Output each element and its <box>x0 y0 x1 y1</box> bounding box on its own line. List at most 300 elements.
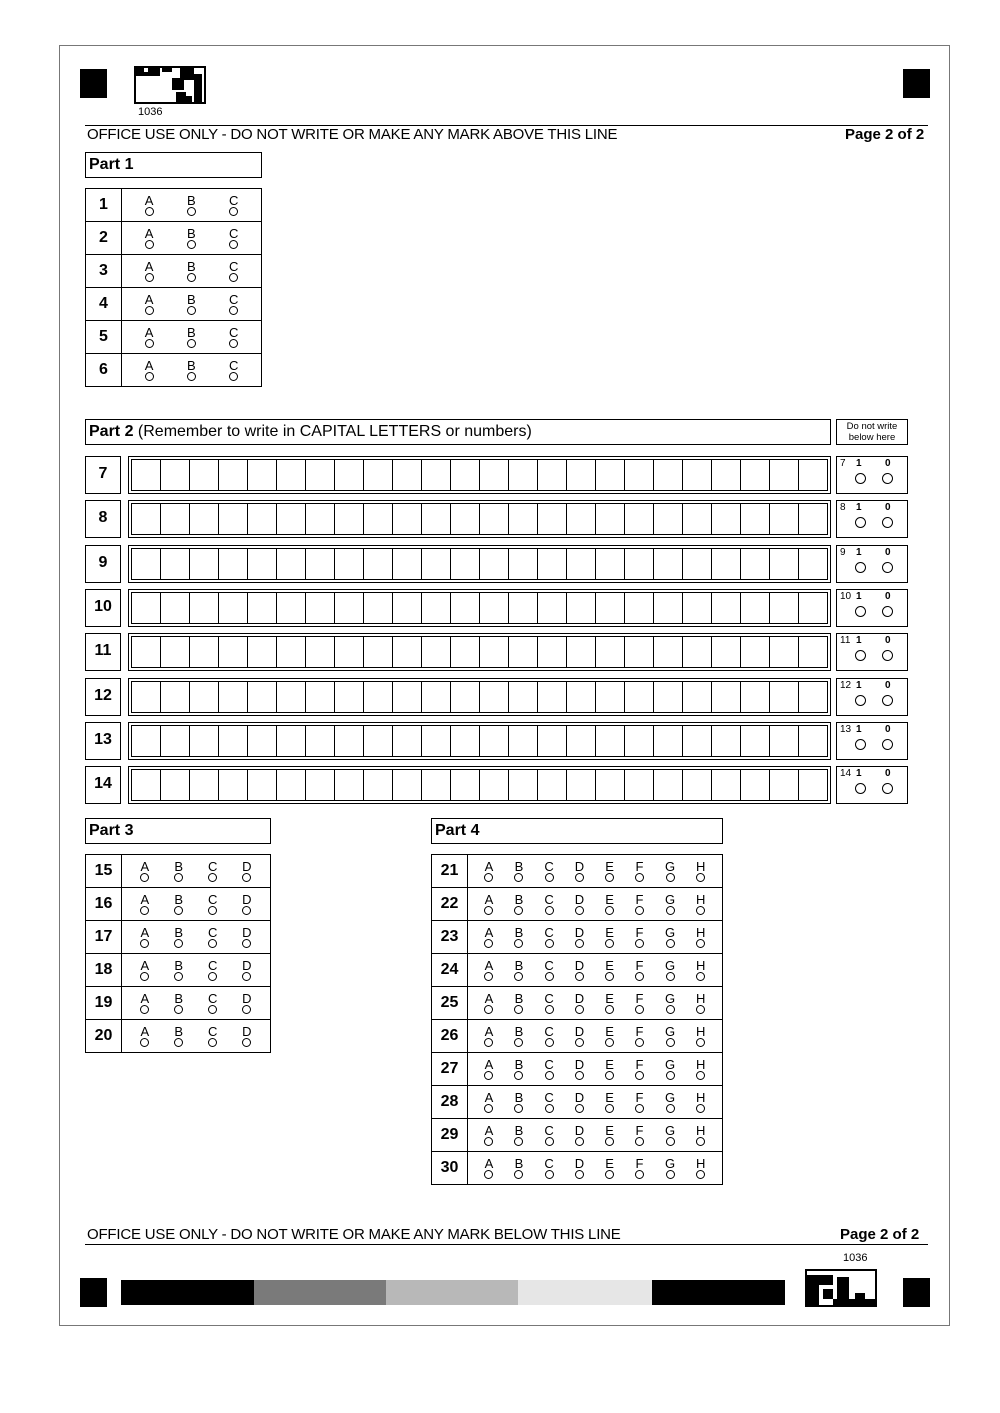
letter-box[interactable] <box>741 548 770 580</box>
option-b[interactable] <box>514 1091 523 1113</box>
option-a[interactable] <box>484 1124 493 1146</box>
option-b[interactable] <box>514 893 523 915</box>
answer-bubble[interactable] <box>635 1071 644 1080</box>
answer-bubble[interactable] <box>545 906 554 915</box>
option-c[interactable] <box>208 893 217 915</box>
answer-bubble[interactable] <box>484 972 493 981</box>
option-d[interactable] <box>242 926 251 948</box>
letter-box[interactable] <box>161 592 190 624</box>
option-c[interactable] <box>544 959 553 981</box>
letter-box[interactable] <box>364 548 393 580</box>
option-g[interactable] <box>665 992 675 1014</box>
letter-box[interactable] <box>364 681 393 713</box>
answer-bubble[interactable] <box>514 1071 523 1080</box>
option-c[interactable] <box>544 893 553 915</box>
letter-box[interactable] <box>625 503 654 535</box>
option-d[interactable] <box>575 1025 584 1047</box>
letter-box[interactable] <box>741 592 770 624</box>
answer-bubble[interactable] <box>208 1038 217 1047</box>
option-a[interactable] <box>145 227 154 249</box>
letter-box[interactable] <box>770 459 799 491</box>
option-c[interactable] <box>208 992 217 1014</box>
answer-bubble[interactable] <box>484 939 493 948</box>
letter-box[interactable] <box>277 592 306 624</box>
answer-bubble[interactable] <box>545 1137 554 1146</box>
option-c[interactable] <box>229 359 238 381</box>
answer-bubble[interactable] <box>635 1104 644 1113</box>
option-g[interactable] <box>665 893 675 915</box>
option-a[interactable] <box>140 1025 149 1047</box>
letter-box[interactable] <box>480 548 509 580</box>
answer-bubble[interactable] <box>174 939 183 948</box>
letter-box[interactable] <box>654 681 683 713</box>
answer-bubble[interactable] <box>187 339 196 348</box>
answer-bubble[interactable] <box>174 873 183 882</box>
option-h[interactable] <box>696 926 705 948</box>
option-h[interactable] <box>696 1025 705 1047</box>
letter-box[interactable] <box>306 725 335 757</box>
letter-box[interactable] <box>277 769 306 801</box>
option-c[interactable] <box>544 992 553 1014</box>
option-g[interactable] <box>665 1025 675 1047</box>
answer-bubble[interactable] <box>575 906 584 915</box>
option-c[interactable] <box>229 326 238 348</box>
answer-bubble[interactable] <box>635 873 644 882</box>
option-a[interactable] <box>140 959 149 981</box>
answer-bubble[interactable] <box>242 1005 251 1014</box>
letter-box[interactable] <box>625 681 654 713</box>
letter-box[interactable] <box>538 548 567 580</box>
letter-box[interactable] <box>393 636 422 668</box>
option-d[interactable] <box>575 992 584 1014</box>
answer-bubble[interactable] <box>605 1038 614 1047</box>
option-e[interactable] <box>605 959 614 981</box>
option-b[interactable] <box>187 293 196 315</box>
letter-box[interactable] <box>219 725 248 757</box>
letter-box[interactable] <box>770 592 799 624</box>
letter-box[interactable] <box>306 592 335 624</box>
option-c[interactable] <box>544 926 553 948</box>
answer-bubble[interactable] <box>666 939 675 948</box>
letter-box[interactable] <box>248 636 277 668</box>
letter-box[interactable] <box>596 769 625 801</box>
option-d[interactable] <box>575 893 584 915</box>
answer-bubble[interactable] <box>666 1005 675 1014</box>
answer-bubble[interactable] <box>666 1071 675 1080</box>
answer-bubble[interactable] <box>575 1038 584 1047</box>
answer-bubble[interactable] <box>242 1038 251 1047</box>
letter-box[interactable] <box>248 459 277 491</box>
option-h[interactable] <box>696 893 705 915</box>
letter-box[interactable] <box>161 459 190 491</box>
letter-box[interactable] <box>741 681 770 713</box>
letter-box[interactable] <box>712 725 741 757</box>
answer-bubble[interactable] <box>208 972 217 981</box>
option-b[interactable] <box>187 326 196 348</box>
answer-bubble[interactable] <box>514 873 523 882</box>
letter-box[interactable] <box>741 503 770 535</box>
option-h[interactable] <box>696 992 705 1014</box>
letter-box[interactable] <box>422 503 451 535</box>
option-e[interactable] <box>605 860 614 882</box>
letter-box[interactable] <box>306 681 335 713</box>
letter-box[interactable] <box>625 769 654 801</box>
answer-bubble[interactable] <box>229 339 238 348</box>
option-b[interactable] <box>514 926 523 948</box>
letter-box[interactable] <box>654 636 683 668</box>
answer-bubble[interactable] <box>187 306 196 315</box>
answer-bubble[interactable] <box>575 1071 584 1080</box>
answer-bubble[interactable] <box>696 873 705 882</box>
option-g[interactable] <box>665 1058 675 1080</box>
letter-box[interactable] <box>625 459 654 491</box>
answer-bubble[interactable] <box>635 1170 644 1179</box>
option-f[interactable] <box>635 1025 644 1047</box>
letter-box[interactable] <box>509 769 538 801</box>
answer-bubble[interactable] <box>229 207 238 216</box>
option-e[interactable] <box>605 893 614 915</box>
answer-bubble[interactable] <box>545 1071 554 1080</box>
answer-bubble[interactable] <box>605 1170 614 1179</box>
letter-box[interactable] <box>451 636 480 668</box>
letter-box[interactable] <box>625 592 654 624</box>
letter-box[interactable] <box>509 592 538 624</box>
letter-box[interactable] <box>393 503 422 535</box>
letter-box[interactable] <box>131 769 161 801</box>
option-c[interactable] <box>544 1058 553 1080</box>
letter-box[interactable] <box>567 681 596 713</box>
letter-box[interactable] <box>161 636 190 668</box>
letter-box[interactable] <box>654 503 683 535</box>
letter-box[interactable] <box>654 592 683 624</box>
letter-box[interactable] <box>799 503 828 535</box>
option-f[interactable] <box>635 893 644 915</box>
option-g[interactable] <box>665 959 675 981</box>
option-a[interactable] <box>145 359 154 381</box>
letter-box[interactable] <box>799 725 828 757</box>
letter-box[interactable] <box>277 548 306 580</box>
option-c[interactable] <box>544 1157 553 1179</box>
answer-bubble[interactable] <box>545 873 554 882</box>
letter-box[interactable] <box>770 503 799 535</box>
option-b[interactable] <box>514 1124 523 1146</box>
letter-box[interactable] <box>335 636 364 668</box>
letter-box[interactable] <box>422 769 451 801</box>
letter-box[interactable] <box>596 548 625 580</box>
answer-bubble[interactable] <box>242 939 251 948</box>
option-b[interactable] <box>174 992 183 1014</box>
letter-box[interactable] <box>393 548 422 580</box>
option-d[interactable] <box>242 992 251 1014</box>
letter-box[interactable] <box>799 681 828 713</box>
answer-bubble[interactable] <box>187 372 196 381</box>
letter-box[interactable] <box>538 636 567 668</box>
answer-bubble[interactable] <box>605 906 614 915</box>
option-a[interactable] <box>145 326 154 348</box>
letter-box[interactable] <box>364 459 393 491</box>
letter-box[interactable] <box>567 459 596 491</box>
letter-box[interactable] <box>509 725 538 757</box>
answer-bubble[interactable] <box>140 972 149 981</box>
option-e[interactable] <box>605 1157 614 1179</box>
answer-bubble[interactable] <box>140 873 149 882</box>
option-a[interactable] <box>140 860 149 882</box>
answer-bubble[interactable] <box>187 273 196 282</box>
option-a[interactable] <box>484 992 493 1014</box>
letter-box[interactable] <box>306 459 335 491</box>
letter-box[interactable] <box>190 592 219 624</box>
answer-bubble[interactable] <box>484 1104 493 1113</box>
option-f[interactable] <box>635 860 644 882</box>
option-a[interactable] <box>140 893 149 915</box>
letter-box[interactable] <box>683 548 712 580</box>
option-a[interactable] <box>140 926 149 948</box>
letter-box[interactable] <box>248 503 277 535</box>
letter-box[interactable] <box>741 725 770 757</box>
letter-box[interactable] <box>683 592 712 624</box>
option-d[interactable] <box>575 1124 584 1146</box>
letter-box[interactable] <box>161 769 190 801</box>
letter-box[interactable] <box>625 636 654 668</box>
letter-box[interactable] <box>422 592 451 624</box>
option-a[interactable] <box>484 1025 493 1047</box>
answer-bubble[interactable] <box>229 306 238 315</box>
answer-bubble[interactable] <box>484 1137 493 1146</box>
letter-box[interactable] <box>248 725 277 757</box>
letter-box[interactable] <box>799 636 828 668</box>
answer-bubble[interactable] <box>484 1170 493 1179</box>
letter-box[interactable] <box>393 459 422 491</box>
answer-bubble[interactable] <box>666 873 675 882</box>
letter-box[interactable] <box>422 725 451 757</box>
answer-bubble[interactable] <box>229 372 238 381</box>
option-c[interactable] <box>544 1091 553 1113</box>
letter-box[interactable] <box>131 681 161 713</box>
option-d[interactable] <box>575 1058 584 1080</box>
option-e[interactable] <box>605 1124 614 1146</box>
answer-bubble[interactable] <box>514 972 523 981</box>
option-d[interactable] <box>242 1025 251 1047</box>
answer-bubble[interactable] <box>145 339 154 348</box>
option-c[interactable] <box>229 293 238 315</box>
answer-bubble[interactable] <box>575 1005 584 1014</box>
answer-bubble[interactable] <box>635 939 644 948</box>
letter-box[interactable] <box>712 592 741 624</box>
answer-bubble[interactable] <box>229 240 238 249</box>
letter-box[interactable] <box>219 769 248 801</box>
letter-box[interactable] <box>712 769 741 801</box>
option-b[interactable] <box>187 194 196 216</box>
option-c[interactable] <box>229 260 238 282</box>
letter-box[interactable] <box>161 548 190 580</box>
letter-box[interactable] <box>596 503 625 535</box>
option-c[interactable] <box>544 1025 553 1047</box>
option-b[interactable] <box>174 1025 183 1047</box>
letter-box[interactable] <box>131 503 161 535</box>
option-d[interactable] <box>575 1157 584 1179</box>
letter-box[interactable] <box>480 459 509 491</box>
option-c[interactable] <box>208 1025 217 1047</box>
letter-box[interactable] <box>538 503 567 535</box>
letter-box[interactable] <box>277 459 306 491</box>
letter-box[interactable] <box>567 592 596 624</box>
option-c[interactable] <box>544 860 553 882</box>
option-c[interactable] <box>229 227 238 249</box>
answer-bubble[interactable] <box>545 939 554 948</box>
option-a[interactable] <box>145 260 154 282</box>
answer-bubble[interactable] <box>696 906 705 915</box>
answer-bubble[interactable] <box>605 1104 614 1113</box>
option-a[interactable] <box>484 959 493 981</box>
answer-bubble[interactable] <box>696 1104 705 1113</box>
answer-bubble[interactable] <box>514 906 523 915</box>
option-a[interactable] <box>484 860 493 882</box>
answer-bubble[interactable] <box>635 972 644 981</box>
letter-box[interactable] <box>306 636 335 668</box>
answer-bubble[interactable] <box>666 972 675 981</box>
letter-box[interactable] <box>131 592 161 624</box>
answer-bubble[interactable] <box>242 873 251 882</box>
answer-bubble[interactable] <box>140 1005 149 1014</box>
answer-bubble[interactable] <box>174 1038 183 1047</box>
option-d[interactable] <box>242 959 251 981</box>
letter-box[interactable] <box>712 459 741 491</box>
answer-bubble[interactable] <box>242 906 251 915</box>
letter-box[interactable] <box>190 459 219 491</box>
letter-box[interactable] <box>131 548 161 580</box>
letter-box[interactable] <box>335 459 364 491</box>
answer-bubble[interactable] <box>666 1104 675 1113</box>
letter-box[interactable] <box>248 769 277 801</box>
letter-box[interactable] <box>422 681 451 713</box>
option-h[interactable] <box>696 1124 705 1146</box>
answer-bubble[interactable] <box>208 1005 217 1014</box>
answer-bubble[interactable] <box>575 873 584 882</box>
letter-box[interactable] <box>335 725 364 757</box>
answer-bubble[interactable] <box>605 873 614 882</box>
letter-box[interactable] <box>131 636 161 668</box>
option-e[interactable] <box>605 1025 614 1047</box>
letter-box[interactable] <box>335 503 364 535</box>
answer-bubble[interactable] <box>140 906 149 915</box>
letter-box[interactable] <box>393 681 422 713</box>
letter-box[interactable] <box>654 459 683 491</box>
answer-bubble[interactable] <box>514 1104 523 1113</box>
letter-box[interactable] <box>596 681 625 713</box>
option-f[interactable] <box>635 992 644 1014</box>
option-g[interactable] <box>665 926 675 948</box>
letter-box[interactable] <box>335 681 364 713</box>
letter-box[interactable] <box>480 503 509 535</box>
answer-bubble[interactable] <box>696 939 705 948</box>
option-a[interactable] <box>484 1157 493 1179</box>
letter-box[interactable] <box>190 769 219 801</box>
option-h[interactable] <box>696 1091 705 1113</box>
answer-bubble[interactable] <box>208 906 217 915</box>
letter-box[interactable] <box>596 725 625 757</box>
letter-box[interactable] <box>567 769 596 801</box>
answer-bubble[interactable] <box>575 939 584 948</box>
option-g[interactable] <box>665 1157 675 1179</box>
letter-box[interactable] <box>219 548 248 580</box>
letter-box[interactable] <box>712 503 741 535</box>
letter-box[interactable] <box>190 548 219 580</box>
letter-box[interactable] <box>306 503 335 535</box>
option-g[interactable] <box>665 1091 675 1113</box>
option-d[interactable] <box>575 926 584 948</box>
answer-bubble[interactable] <box>696 972 705 981</box>
letter-box[interactable] <box>451 769 480 801</box>
letter-box[interactable] <box>480 769 509 801</box>
letter-box[interactable] <box>480 681 509 713</box>
letter-box[interactable] <box>364 725 393 757</box>
option-h[interactable] <box>696 959 705 981</box>
letter-box[interactable] <box>480 725 509 757</box>
letter-box[interactable] <box>509 503 538 535</box>
answer-bubble[interactable] <box>575 1137 584 1146</box>
answer-bubble[interactable] <box>575 1170 584 1179</box>
option-e[interactable] <box>605 926 614 948</box>
answer-bubble[interactable] <box>242 972 251 981</box>
answer-bubble[interactable] <box>605 972 614 981</box>
letter-box[interactable] <box>799 592 828 624</box>
answer-bubble[interactable] <box>696 1137 705 1146</box>
answer-bubble[interactable] <box>208 939 217 948</box>
answer-bubble[interactable] <box>514 1005 523 1014</box>
letter-box[interactable] <box>654 548 683 580</box>
letter-box[interactable] <box>480 592 509 624</box>
letter-box[interactable] <box>451 459 480 491</box>
letter-box[interactable] <box>683 459 712 491</box>
option-b[interactable] <box>187 359 196 381</box>
letter-box[interactable] <box>451 592 480 624</box>
answer-bubble[interactable] <box>140 1038 149 1047</box>
answer-bubble[interactable] <box>545 972 554 981</box>
answer-bubble[interactable] <box>145 240 154 249</box>
letter-box[interactable] <box>364 503 393 535</box>
letter-box[interactable] <box>596 459 625 491</box>
letter-box[interactable] <box>335 769 364 801</box>
letter-box[interactable] <box>248 548 277 580</box>
answer-bubble[interactable] <box>140 939 149 948</box>
letter-box[interactable] <box>741 459 770 491</box>
letter-box[interactable] <box>219 636 248 668</box>
letter-box[interactable] <box>567 548 596 580</box>
letter-box[interactable] <box>190 725 219 757</box>
answer-bubble[interactable] <box>666 1170 675 1179</box>
answer-bubble[interactable] <box>605 939 614 948</box>
letter-box[interactable] <box>364 769 393 801</box>
answer-bubble[interactable] <box>145 273 154 282</box>
letter-box[interactable] <box>190 503 219 535</box>
letter-box[interactable] <box>277 725 306 757</box>
answer-bubble[interactable] <box>696 1005 705 1014</box>
answer-bubble[interactable] <box>545 1038 554 1047</box>
letter-box[interactable] <box>190 636 219 668</box>
option-g[interactable] <box>665 1124 675 1146</box>
letter-box[interactable] <box>219 459 248 491</box>
letter-box[interactable] <box>219 503 248 535</box>
option-b[interactable] <box>514 1157 523 1179</box>
letter-box[interactable] <box>131 459 161 491</box>
answer-bubble[interactable] <box>484 906 493 915</box>
letter-box[interactable] <box>538 459 567 491</box>
option-d[interactable] <box>575 959 584 981</box>
answer-bubble[interactable] <box>484 1038 493 1047</box>
answer-bubble[interactable] <box>545 1104 554 1113</box>
option-b[interactable] <box>514 992 523 1014</box>
letter-box[interactable] <box>596 592 625 624</box>
